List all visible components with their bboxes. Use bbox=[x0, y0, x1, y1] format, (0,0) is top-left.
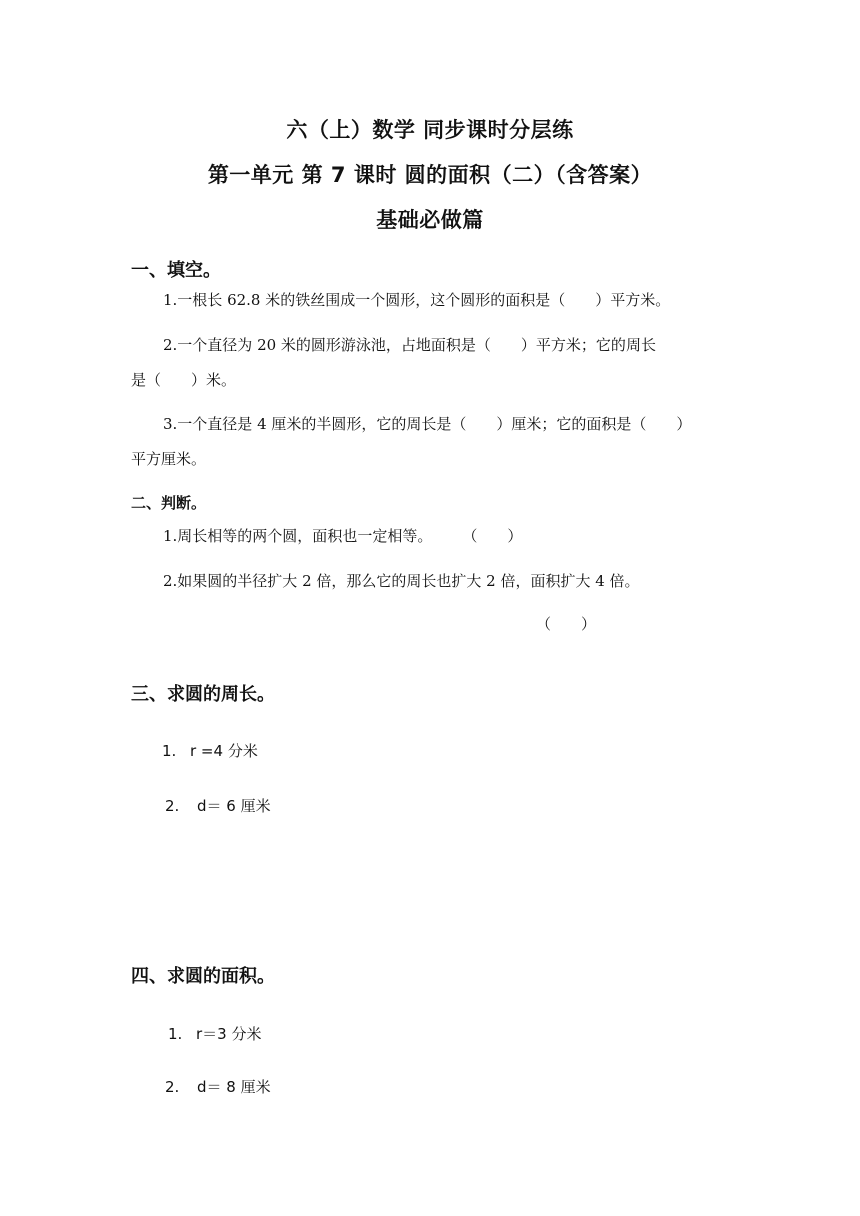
item-text: d＝ 6 厘米 bbox=[197, 797, 271, 815]
section-heading-judge: 二、判断。 bbox=[131, 494, 207, 512]
item-text: r＝3 分米 bbox=[196, 1025, 262, 1043]
lesson-subtitle: 第一单元 第 7 课时 圆的面积（二）（含答案） bbox=[207, 163, 653, 187]
section-heading-fill-in: 一、填空。 bbox=[131, 260, 221, 281]
fill-in-question-1: 1.一根长 62.8 米的铁丝围成一个圆形，这个圆形的面积是（ ）平方米。 bbox=[163, 291, 671, 309]
fill-in-question-2-line-2: 是（ ）米。 bbox=[131, 371, 237, 389]
section-heading-circumference: 三、求圆的周长。 bbox=[131, 684, 275, 705]
item-number: 2. bbox=[165, 797, 180, 815]
judge-question-2-answer-bracket: （ ） bbox=[536, 615, 597, 633]
judge-question-2: 2.如果圆的半径扩大 2 倍，那么它的周长也扩大 2 倍，面积扩大 4 倍。 bbox=[163, 572, 640, 590]
item-number: 1. bbox=[168, 1025, 183, 1043]
item-text: r =4 分米 bbox=[190, 742, 258, 760]
item-text: d＝ 8 厘米 bbox=[197, 1078, 271, 1096]
fill-in-question-3-line-2: 平方厘米。 bbox=[131, 450, 207, 468]
section-heading-area: 四、求圆的面积。 bbox=[131, 966, 275, 987]
area-item-2 bbox=[165, 1076, 271, 1097]
judge-question-1: 1.周长相等的两个圆，面积也一定相等。 （ ） bbox=[163, 527, 523, 545]
fill-in-question-3-line-1: 3.一个直径是 4 厘米的半圆形，它的周长是（ ）厘米；它的面积是（ ） bbox=[163, 415, 692, 433]
fill-in-question-2-line-1: 2.一个直径为 20 米的圆形游泳池，占地面积是（ ）平方米；它的周长 bbox=[163, 336, 656, 354]
level-subtitle: 基础必做篇 bbox=[376, 208, 484, 232]
circumference-item-2 bbox=[165, 795, 271, 816]
item-number: 1. bbox=[162, 742, 177, 760]
circumference-item-1 bbox=[162, 740, 258, 761]
item-number: 2. bbox=[165, 1078, 180, 1096]
area-item-1 bbox=[168, 1023, 261, 1044]
page-title: 六（上）数学 同步课时分层练 bbox=[286, 118, 574, 142]
